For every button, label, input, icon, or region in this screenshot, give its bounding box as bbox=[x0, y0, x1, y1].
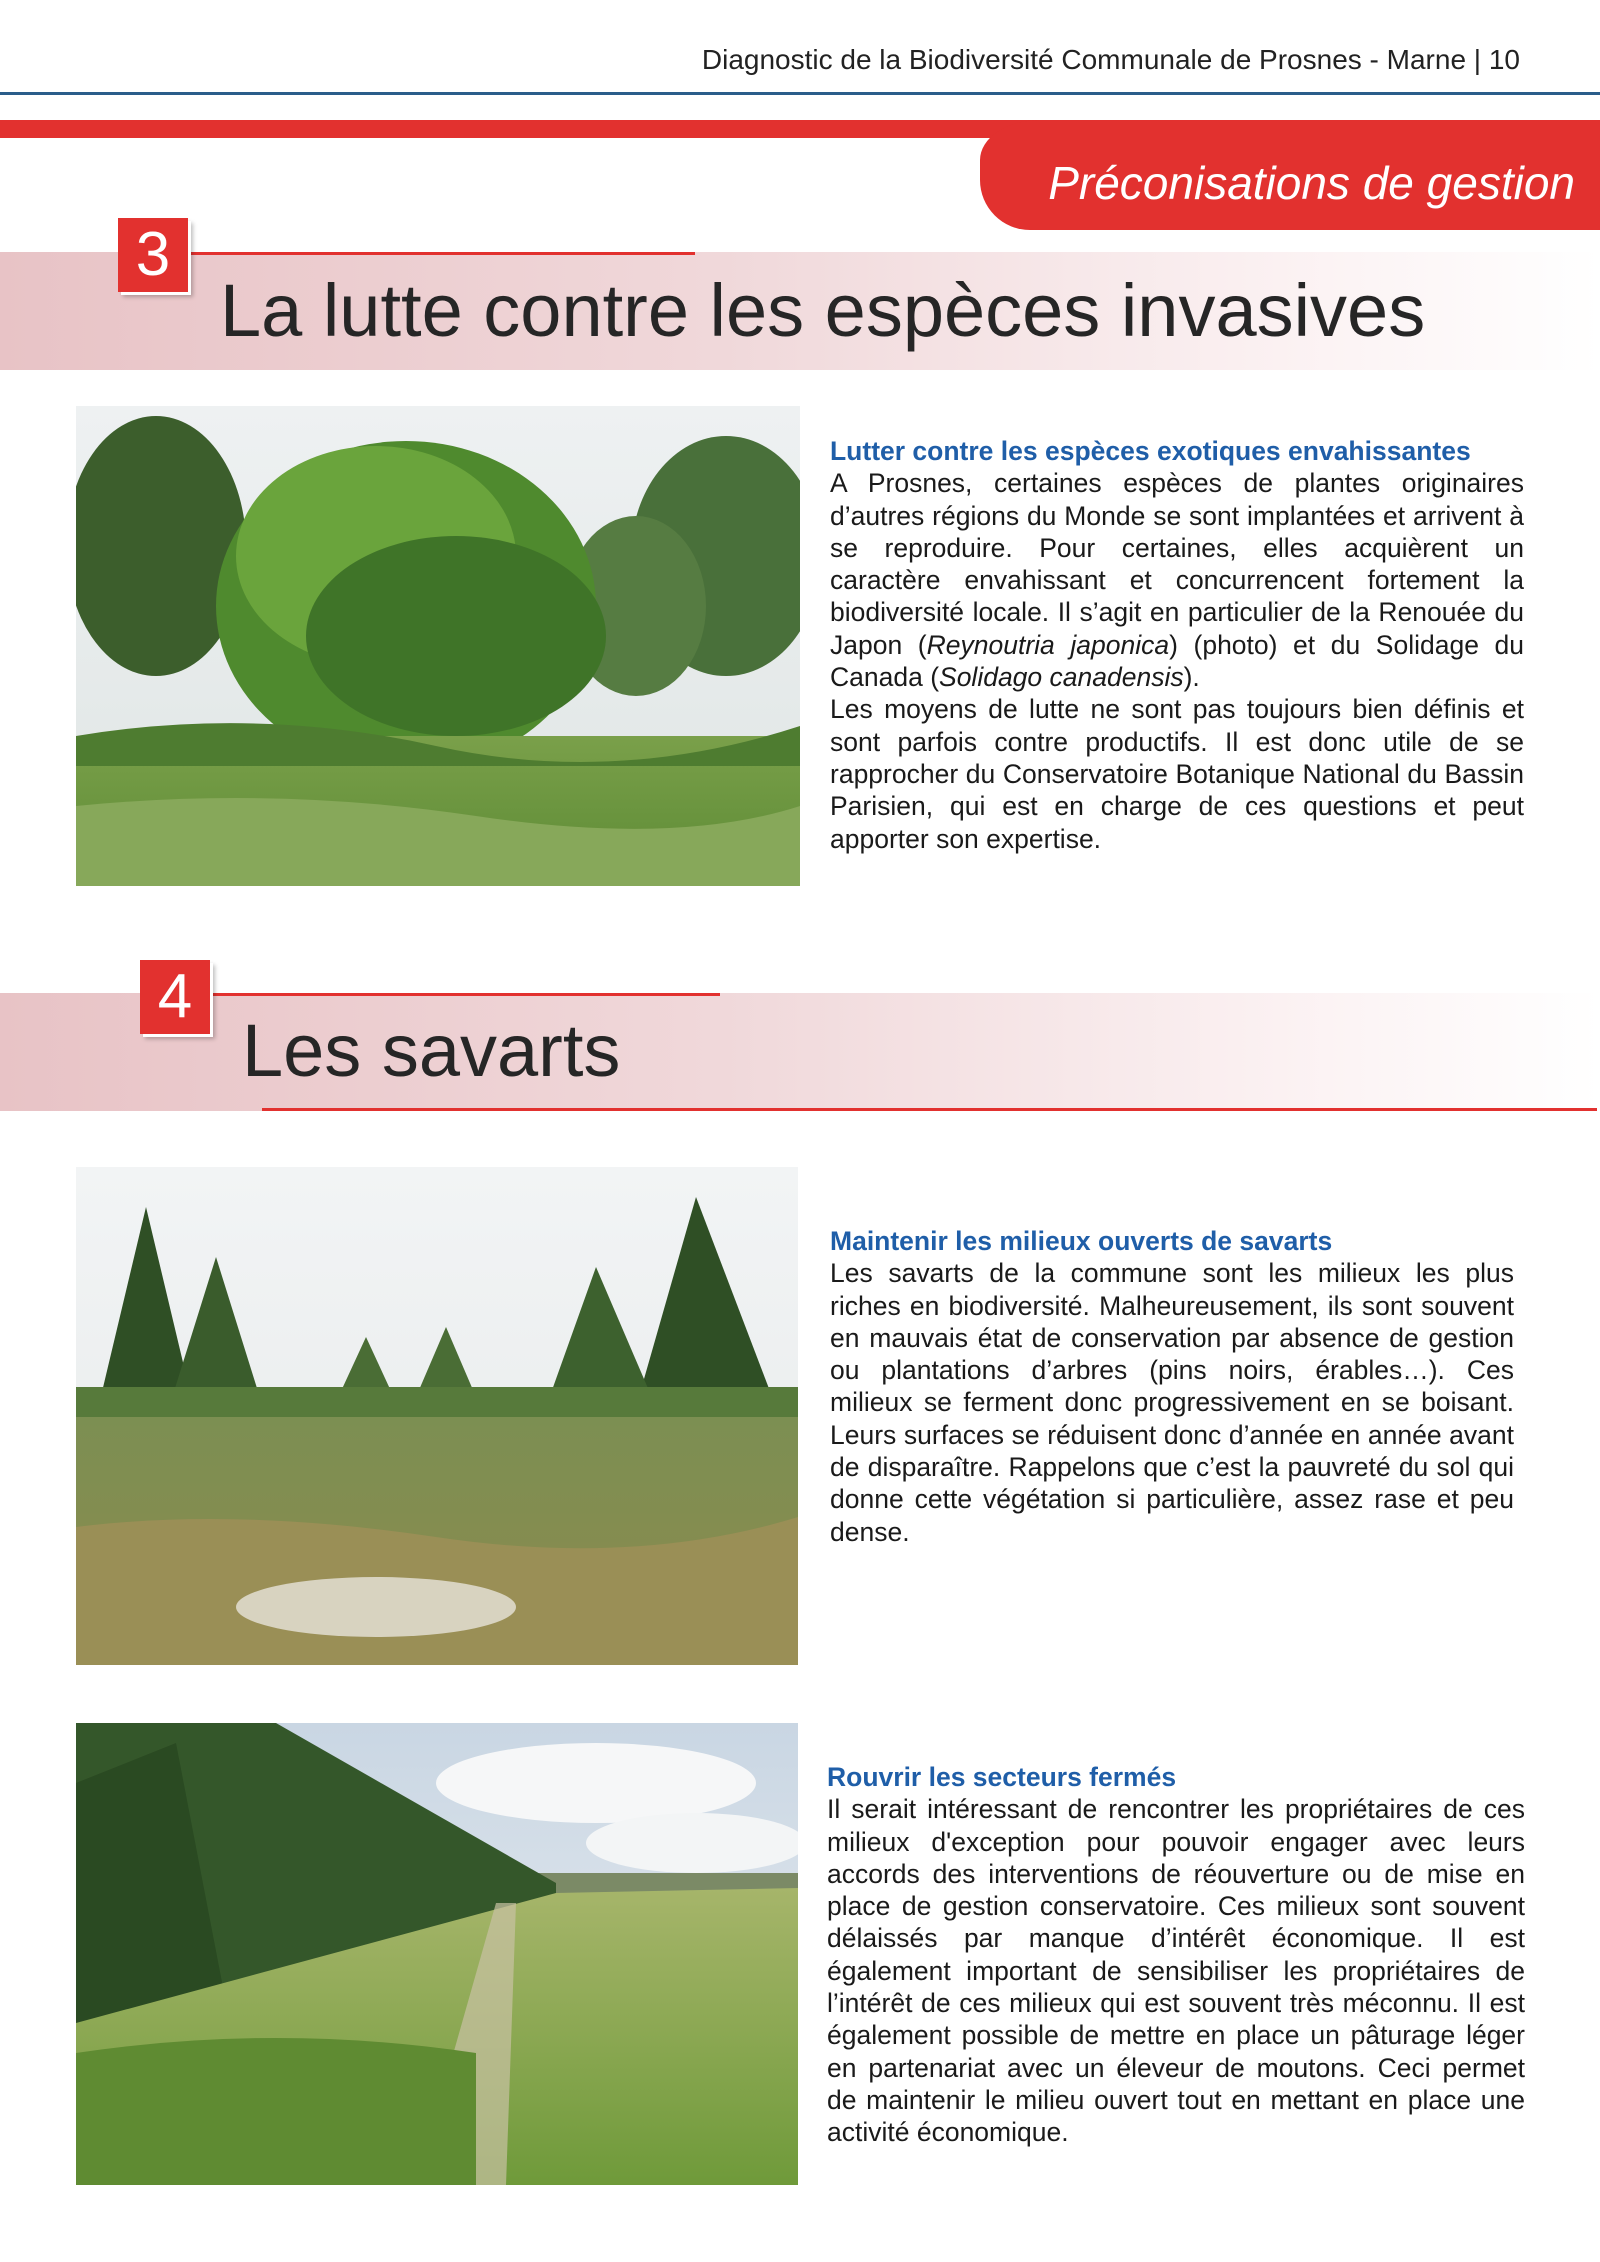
section-3-top-rule bbox=[180, 252, 695, 255]
section-3-number: 3 bbox=[118, 218, 188, 292]
section-4-bottom-rule bbox=[262, 1108, 1597, 1111]
reopen-sectors-text bbox=[827, 1761, 1525, 2149]
savarts-open-text bbox=[830, 1225, 1514, 1548]
section-4-title: Les savarts bbox=[242, 1009, 621, 1092]
section-4-number: 4 bbox=[140, 960, 210, 1034]
section-3-title: La lutte contre les espèces invasives bbox=[220, 269, 1426, 352]
section-4-top-rule bbox=[195, 993, 720, 996]
invasive-species-paragraph-2: Les moyens de lutte ne sont pas toujours bien définis et sont parfois contre productifs. Il est donc utile de se rapprocher du Conservatoire Botanique National du Bassin Parisien, qui est en charge de ces questions et peut apporter son expertise. bbox=[830, 694, 1524, 854]
reopen-sectors-heading: Rouvrir les secteurs fermés bbox=[827, 1762, 1177, 1792]
invasive-species-heading: Lutter contre les espèces exotiques envahissantes bbox=[830, 436, 1471, 466]
invasive-species-text bbox=[830, 435, 1524, 855]
header-rule bbox=[0, 92, 1600, 95]
pine-edge-grass-path-photo bbox=[76, 1723, 798, 2185]
page-header-title: Diagnostic de la Biodiversité Communale de Prosnes - Marne | 10 bbox=[701, 44, 1520, 75]
section-4-band bbox=[0, 993, 1600, 1111]
savarts-open-paragraph: Les savarts de la commune sont les milieux les plus riches en biodiversité. Malheureusement, ils sont souvent en mauvais état de conservation par absence de gestion ou plantations d’arbres (pins noirs, érables…). Ces milieux se ferment donc progressivement en se boisant. Leurs surfaces se réduisent donc d’année en année avant de disparaître. Rappelons que c’est la pauvreté du sol qui donne cette végétation si particulière, assez rase et peu dense. bbox=[830, 1258, 1514, 1547]
savarts-open-heading: Maintenir les milieux ouverts de savarts bbox=[830, 1226, 1333, 1256]
reopen-sectors-paragraph: Il serait intéressant de rencontrer les propriétaires de ces milieux d'exception pour pouvoir engager avec leurs accords des interventions de réouverture ou de mise en place de gestion conservatoire. Ces milieux sont souvent délaissés par manque d’intérêt économique. Il est également important de sensibiliser les propriétaires de l’intérêt de ces milieux qui est souvent très méconnu. Il est également possible de mettre en place un pâturage léger en partenariat avec un éleveur de moutons. Ceci permet de maintenir le milieu ouvert tout en mettant en place une activité économique. bbox=[827, 1794, 1525, 2148]
open-savart-meadow-photo bbox=[76, 1167, 798, 1665]
banner-label: Préconisations de gestion bbox=[1048, 157, 1575, 209]
invasive-species-paragraph-1: A Prosnes, certaines espèces de plantes originaires d’autres régions du Monde se sont implantées et arrivent à se reproduire. Pour certaines, elles acquièrent un caractère envahissant et concurrencent fortement la biodiversité locale. Il s’agit en particulier de la Renouée du Japon (Reynoutria japonica) (photo) et du Solidage du Canada (Solidago canadensis). bbox=[830, 468, 1525, 693]
knotweed-shrub-photo bbox=[76, 406, 800, 886]
